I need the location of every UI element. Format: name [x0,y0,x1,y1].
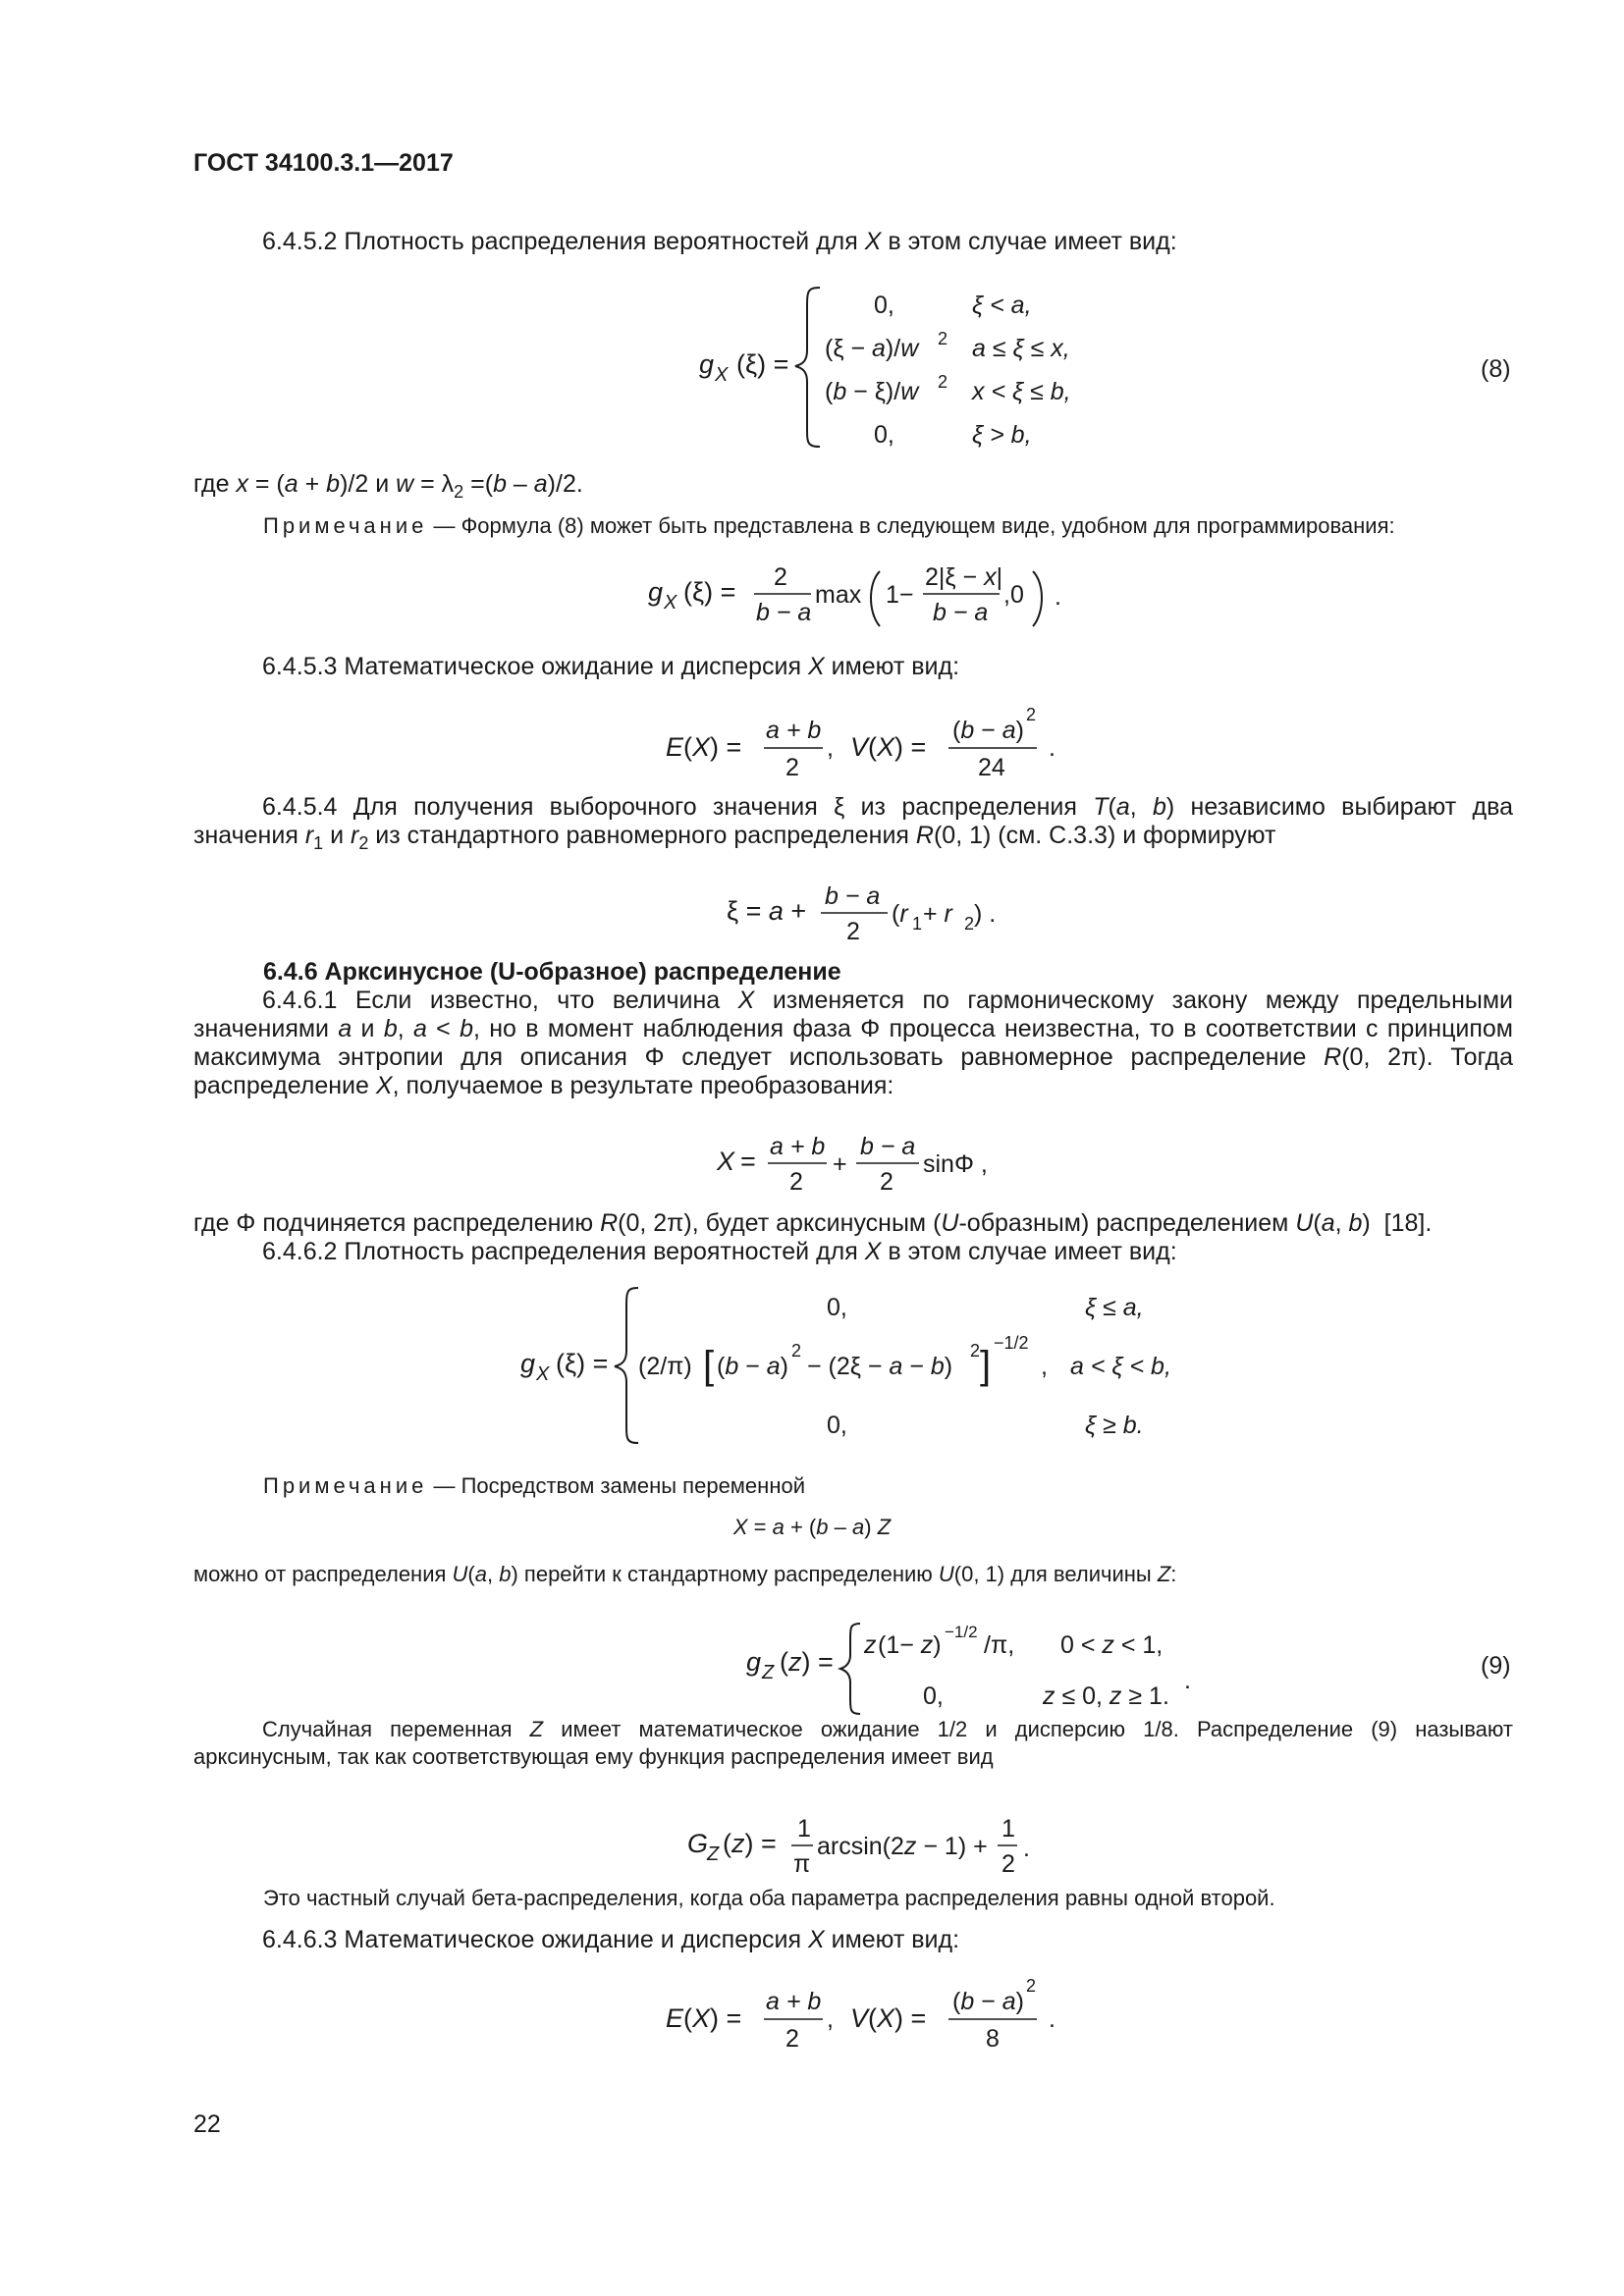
svg-text:sinΦ ,: sinΦ , [923,1150,988,1178]
svg-text:2: 2 [846,918,860,945]
svg-text:2: 2 [791,1341,802,1361]
note-label: Примечание [263,1473,428,1498]
paragraph-6-4-6-1: 6.4.6.1 Если известно, что величина X изменяется по гармоническому закону между предельными значениями a и b, a < b, но в момент наблюдения фаза Φ процесса неизвестна, то в соответствии с принципом максимума энтропии для описания Φ следует использовать равномерное распределение R(0, 2π). Тогда распределение X, получаемое в результате преобразования: [193,987,1513,1099]
svg-text:2: 2 [880,1168,893,1196]
svg-text:max: max [815,581,862,609]
svg-text:2: 2 [964,914,975,934]
svg-text:0,: 0, [827,1412,847,1439]
svg-text:(b − a): (b − a) [717,1353,788,1380]
svg-text:(b − ξ)/w: (b − ξ)/w [825,378,919,405]
svg-text:,0: ,0 [1003,581,1024,609]
svg-text:arcsin(2z − 1) +: arcsin(2z − 1) + [817,1833,988,1860]
svg-text:.: . [1055,583,1061,611]
svg-text:) .: ) . [974,900,997,928]
svg-text:g: g [648,577,664,607]
svg-text:2: 2 [1026,1976,1037,1996]
svg-text:(b − a): (b − a) [952,1988,1024,2015]
equation-number-9: (9) [1481,1652,1511,1680]
svg-text:2: 2 [785,754,799,781]
svg-text:2: 2 [1026,705,1037,724]
svg-text:(ξ) =: (ξ) = [556,1349,609,1378]
svg-text:X: X [536,1363,550,1385]
svg-text:ξ ≤ a,: ξ ≤ a, [1085,1294,1144,1321]
svg-text:0,: 0, [923,1682,944,1710]
paragraph-6-4-5-4: 6.4.5.4 Для получения выборочного значения ξ из распределения T(a, b) независимо выбирают два значения $r_1$ и $r_2$ из стандартного равномерного распределения R(0, 1) (см. С.3.3) и формируют [193,793,1513,853]
document-header: ГОСТ 34100.3.1—2017 [193,149,454,177]
svg-text:−1/2: −1/2 [945,1623,978,1641]
svg-text:G: G [687,1829,709,1858]
equation-substitution: X = a + (b – a) Z [732,1515,892,1539]
svg-text:2: 2 [970,1341,981,1361]
svg-text:z ≤ 0, z ≥ 1.: z ≤ 0, z ≥ 1. [1043,1682,1169,1710]
svg-text:X: X [664,592,677,614]
svg-text:1: 1 [1001,1815,1015,1842]
equation-expectation-variance-1 [648,697,1080,790]
svg-text:0,: 0, [874,292,894,319]
equation-X [707,1119,1021,1212]
where-clause-1: где x = (a + b)/2 и $w = \lambda_2 =(b - a)/2$. [193,470,583,502]
svg-text:b − a: b − a [825,882,881,910]
svg-text:E: E [666,732,684,762]
equation-8 [687,270,1129,456]
svg-text:a + b: a + b [766,717,822,744]
svg-text:− (2ξ − a − b): − (2ξ − a − b) [807,1353,953,1380]
svg-text:b − a: b − a [933,599,989,626]
section-heading-6-4-6: 6.4.6 Арксинусное (U-образное) распределение [263,958,841,986]
svg-text:V: V [850,2003,869,2033]
svg-text:a ≤ ξ ≤ x,: a ≤ ξ ≤ x, [972,335,1070,362]
svg-text:=: = [740,1147,756,1176]
svg-text:X: X [715,364,729,386]
svg-text:g: g [520,1349,536,1378]
note-label: Примечание [263,513,428,538]
note-1: Примечание — Формула (8) может быть представлена в следующем виде, удобном для программирования: [263,513,1395,538]
svg-text:,: , [827,734,834,762]
svg-text:.: . [1049,734,1056,762]
svg-text:ξ < a,: ξ < a, [972,292,1032,319]
svg-text:ξ = a +: ξ = a + [727,896,807,926]
svg-text:]: ] [980,1344,992,1387]
svg-text:,: , [1041,1353,1048,1380]
svg-text:2: 2 [938,372,948,392]
svg-text:(ξ) =: (ξ) = [683,577,736,607]
svg-text:a < ξ < b,: a < ξ < b, [1070,1353,1171,1380]
svg-text:(2/π): (2/π) [638,1353,692,1380]
paragraph-6-4-6-3: 6.4.6.3 Математическое ожидание и дисперсия X имеют вид: [262,1926,960,1953]
svg-text:b − a: b − a [756,599,812,626]
equation-9 [736,1610,1208,1718]
page-number: 22 [193,2110,221,2138]
svg-text:X: X [717,1147,735,1176]
svg-text:[: [ [703,1344,715,1387]
equation-expectation-variance-2 [648,1968,1080,2061]
svg-text:(ξ) =: (ξ) = [736,349,789,379]
svg-text:+: + [833,1150,847,1178]
svg-text:Z: Z [762,1662,775,1683]
svg-text:a + b: a + b [766,1988,822,2015]
svg-text:,: , [827,2005,834,2033]
svg-text:(1− z): (1− z) [878,1631,942,1659]
svg-text:(X) =: (X) = [683,732,742,762]
svg-text:g: g [746,1647,762,1677]
svg-text:/π,: /π, [984,1631,1015,1659]
svg-text:(b − a): (b − a) [952,717,1024,744]
svg-text:a + b: a + b [770,1133,826,1160]
paragraph-standard-transform: можно от распределения U(a, b) перейти к стандартному распределению U(0, 1) для величины Z: [193,1562,1177,1586]
svg-text:π: π [793,1850,811,1878]
svg-text:(z) =: (z) = [723,1829,777,1858]
svg-text:.: . [1049,2005,1056,2033]
equation-xi [717,869,1011,962]
paragraph-beta-special-case: Это частный случай бета-распределения, когда оба параметра распределения равны одной второй. [263,1886,1275,1910]
svg-text:(r: (r [892,900,908,928]
paragraph-6-4-5-2: 6.4.5.2 Плотность распределения вероятностей для X в этом случае имеет вид: [262,228,1177,255]
svg-text:1: 1 [797,1815,811,1842]
svg-text:(X) =: (X) = [683,2003,742,2033]
svg-text:z: z [864,1631,877,1659]
svg-text:(X) =: (X) = [868,732,927,762]
svg-text:2: 2 [1001,1850,1015,1878]
svg-text:2: 2 [789,1168,803,1196]
svg-text:+ r: + r [923,900,952,928]
svg-text:0,: 0, [827,1294,847,1321]
svg-text:2|ξ − x|: 2|ξ − x| [925,563,1003,591]
paragraph-where-phi: где Φ подчиняется распределению R(0, 2π), будет арксинусным (U-образным) распределением U(a, b) [18]. [193,1209,1433,1237]
note-2: Примечание — Посредством замены переменной [263,1473,805,1498]
paragraph-6-4-6-2: 6.4.6.2 Плотность распределения вероятностей для X в этом случае имеет вид: [262,1238,1177,1265]
equation-note-1 [638,550,1090,638]
svg-text:(X) =: (X) = [868,2003,927,2033]
svg-text:2: 2 [774,563,787,591]
svg-text:−1/2: −1/2 [994,1333,1029,1353]
svg-text:0,: 0, [874,421,894,449]
svg-text:2: 2 [938,329,948,348]
equation-distribution-function [677,1801,1051,1890]
svg-text:.: . [1023,1835,1030,1862]
paragraph-arcsine-note: Случайная переменная Z имеет математическое ожидание 1/2 и дисперсию 1/8. Распределение (9) называют арксинусным, так как соответствующая ему функция распределения имеет вид [193,1717,1513,1769]
svg-text:(ξ − a)/w: (ξ − a)/w [825,335,919,362]
equation-number-8: (8) [1481,355,1511,383]
svg-text:.: . [1184,1667,1191,1694]
svg-text:ξ ≥ b.: ξ ≥ b. [1085,1412,1144,1439]
svg-text:b − a: b − a [860,1133,916,1160]
svg-text:x < ξ ≤ b,: x < ξ ≤ b, [972,378,1071,405]
svg-text:1: 1 [912,914,923,934]
svg-text:E: E [666,2003,684,2033]
svg-text:1−: 1− [886,581,914,609]
svg-text:0 < z < 1,: 0 < z < 1, [1060,1631,1164,1659]
equation-density-arcsine [511,1276,1198,1453]
paragraph-6-4-5-3: 6.4.5.3 Математическое ожидание и дисперсия X имеют вид: [262,653,960,680]
svg-text:V: V [850,732,869,762]
svg-text:8: 8 [986,2025,1000,2053]
svg-text:2: 2 [785,2025,799,2053]
svg-text:g: g [699,349,715,379]
svg-text:Z: Z [707,1843,720,1865]
svg-text:(z) =: (z) = [780,1647,834,1677]
svg-text:24: 24 [978,754,1005,781]
svg-text:ξ > b,: ξ > b, [972,421,1032,449]
